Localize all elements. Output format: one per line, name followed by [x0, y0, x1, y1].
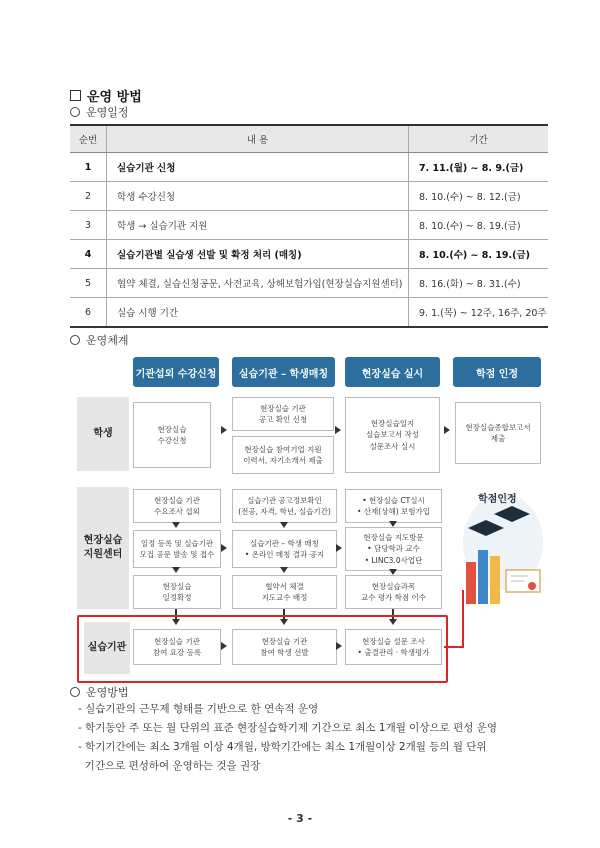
row-label-student: 학생 — [77, 397, 129, 471]
box-center-confirm: 현장실습 일정확정 — [133, 575, 221, 609]
cell-no: 4 — [70, 240, 107, 269]
highlight-connector — [444, 646, 464, 648]
box-institution-select: 현장실습 기관 참여 학생 선발 — [232, 629, 337, 665]
stage-header-4: 학점 인정 — [453, 357, 541, 387]
cell-content: 실습기관별 실습생 선발 및 확정 처리 (매칭) — [107, 240, 409, 269]
schedule-table — [70, 124, 548, 328]
box-institution-evaluation: 현장실습 설문 조사 • 출결관리 · 학생평가 — [345, 629, 442, 665]
cell-content: 학생 → 실습기관 지원 — [107, 211, 409, 240]
table-row — [70, 182, 548, 211]
seal-icon — [528, 582, 536, 590]
table-header-row — [70, 125, 548, 153]
box-student-apply: 현장실습 수강신청 — [133, 402, 211, 468]
method-subtitle: 운영방법 — [70, 684, 129, 700]
arrow-down-icon — [389, 521, 397, 527]
box-center-matching: 실습기관 – 학생 매칭 • 온라인 매칭 결과 공지 — [232, 530, 337, 568]
arrow-down-icon — [280, 567, 288, 573]
box-center-insurance: • 현장실습 CT실시 • 산재(상해) 보험가입 — [345, 489, 442, 523]
bar-red-icon — [466, 562, 476, 604]
table-row — [70, 269, 548, 298]
header-content: 내 용 — [107, 125, 409, 153]
page-number: - 3 - — [287, 812, 313, 825]
cell-no: 6 — [70, 298, 107, 328]
stage-header-2: 실습기관 – 학생매칭 — [232, 357, 335, 387]
cell-period: 8. 10.(수) ~ 8. 19.(금) — [409, 211, 549, 240]
cell-no: 3 — [70, 211, 107, 240]
institution-highlight-frame — [77, 615, 448, 683]
credit-label: 학점인정 — [478, 494, 517, 505]
method-item: - 실습기관의 근무제 형태를 기반으로 한 연속적 운영 — [78, 703, 319, 715]
table-row — [70, 298, 548, 328]
cell-period: 8. 16.(화) ~ 8. 31.(수) — [409, 269, 549, 298]
box-student-final-report: 현장실습종합보고서 제출 — [455, 402, 541, 464]
box-center-credit: 현장실습과목 교수 평가 학점 이수 — [345, 575, 442, 609]
header-period: 기간 — [409, 125, 549, 153]
arrow-right-icon — [336, 544, 342, 552]
cell-period: 9. 1.(목) ~ 12주, 16주, 20주 — [409, 298, 549, 328]
checkbox-square-icon — [70, 90, 81, 101]
section-title — [70, 86, 142, 105]
cell-content: 실습기관 신청 — [107, 153, 409, 182]
box-center-notice-info: 실습기관 공고정보확인 (전공, 자격, 학년, 실습기간) — [232, 489, 337, 523]
box-student-report: 현장실습일지 실습보고서 작성 설문조사 실시 — [345, 397, 440, 473]
cell-content: 실습 시행 기간 — [107, 298, 409, 328]
table-row — [70, 153, 548, 182]
arrow-right-icon — [221, 426, 227, 434]
bar-yellow-icon — [490, 556, 500, 604]
method-item: - 학기기간에는 최소 3개월 이상 4개월, 방학기간에는 최소 1개월이상 2개월 등의 월 단위 — [78, 741, 487, 753]
cell-period: 8. 10.(수) ~ 8. 19.(금) — [409, 240, 549, 269]
box-student-resume: 현장실습 참여기업 지원 이력서, 자기소개서 제출 — [232, 436, 334, 474]
cell-no: 1 — [70, 153, 107, 182]
system-subtitle: 운영체계 — [70, 332, 129, 348]
circle-bullet-icon — [70, 335, 80, 345]
section-title-text: 운영 방법 — [87, 90, 142, 105]
header-no: 순번 — [70, 125, 107, 153]
box-institution-register: 현장실습 기관 참여 요강 등록 — [133, 629, 221, 665]
box-student-notice: 현장실습 기관 공고 확인 신청 — [232, 397, 334, 431]
box-center-schedule: 일정 등록 및 실습기관 모집 공문 발송 및 접수 — [133, 530, 221, 568]
arrow-down-icon — [280, 522, 288, 528]
arrow-right-icon — [444, 426, 450, 434]
arrow-right-icon — [221, 544, 227, 552]
cell-content: 학생 수강신청 — [107, 182, 409, 211]
arrow-down-icon — [172, 567, 180, 573]
schedule-subtitle: 운영일정 — [70, 104, 129, 120]
stage-header-1: 기관섭외 수강신청 — [133, 357, 219, 387]
schedule-table-body — [70, 153, 548, 328]
table-row — [70, 240, 548, 269]
arrow-down-icon — [389, 569, 397, 575]
method-list — [78, 700, 497, 776]
row-label-support-center: 현장실습 지원센터 — [77, 487, 129, 609]
arrow-right-icon — [335, 426, 341, 434]
cell-no: 5 — [70, 269, 107, 298]
stage-header-3: 현장실습 실시 — [345, 357, 440, 387]
cell-period: 7. 11.(월) ~ 8. 9.(금) — [409, 153, 549, 182]
box-center-agreement: 협약서 체결 지도교수 배정 — [232, 575, 337, 609]
bar-blue-icon — [478, 550, 488, 604]
arrow-down-icon — [172, 522, 180, 528]
circle-bullet-icon — [70, 107, 80, 117]
box-center-visit: 현장실습 지도방문 • 담당학과 교수 • LINC3.0사업단 — [345, 527, 442, 571]
cell-period: 8. 10.(수) ~ 8. 12.(금) — [409, 182, 549, 211]
row-label-institution: 실습기관 — [84, 622, 130, 674]
cell-content: 협약 체결, 실습신청공문, 사전교육, 상해보험가입(현장실습지원센터) — [107, 269, 409, 298]
box-center-survey: 현장실습 기관 수요조사 섭외 — [133, 489, 221, 523]
circle-bullet-icon — [70, 687, 80, 697]
method-item: - 학기동안 주 또는 월 단위의 표준 현장실습학기제 기간으로 최소 1개월 이상으로 편성 운영 — [78, 722, 498, 734]
cell-no: 2 — [70, 182, 107, 211]
method-item: 기간으로 편성하여 운영하는 것을 권장 — [78, 760, 261, 772]
table-row — [70, 211, 548, 240]
